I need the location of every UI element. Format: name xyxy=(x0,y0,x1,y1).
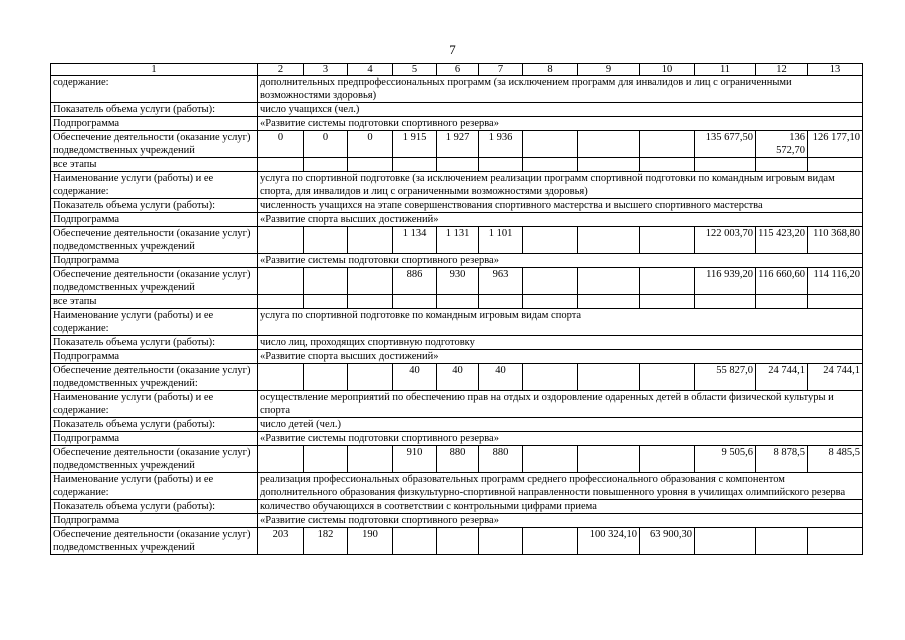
row-content: дополнительных предпрофессиональных программ (за исключением программ для инвалидов и лиц с ограниченными возможностями здоровья) xyxy=(258,76,863,103)
header-cell: 3 xyxy=(304,64,348,76)
row-label: Наименование услуги (работы) и ее содержание: xyxy=(51,309,258,336)
row-content: «Развитие спорта высших достижений» xyxy=(258,213,863,227)
value-cell: 1 101 xyxy=(479,227,523,254)
value-cell xyxy=(640,364,695,391)
value-cell xyxy=(640,227,695,254)
table-row xyxy=(51,158,863,172)
value-cell xyxy=(523,528,578,555)
header-cell: 13 xyxy=(808,64,863,76)
row-label: Обеспечение деятельности (оказание услуг) подведомственных учреждений xyxy=(51,131,258,158)
value-cell: 40 xyxy=(393,364,437,391)
table-row xyxy=(51,418,863,432)
row-label: Обеспечение деятельности (оказание услуг) подведомственных учреждений: xyxy=(51,364,258,391)
table-row xyxy=(51,528,863,555)
row-label: Наименование услуги (работы) и ее содержание: xyxy=(51,473,258,500)
value-cell: 1 936 xyxy=(479,131,523,158)
value-cell xyxy=(479,528,523,555)
table-row xyxy=(51,117,863,131)
value-cell xyxy=(578,446,640,473)
row-label: Подпрограмма xyxy=(51,117,258,131)
table-row xyxy=(51,199,863,213)
header-cell: 4 xyxy=(348,64,393,76)
row-label: все этапы xyxy=(51,295,258,309)
table-row xyxy=(51,364,863,391)
value-cell xyxy=(258,364,304,391)
table-row xyxy=(51,268,863,295)
row-content: «Развитие системы подготовки спортивного резерва» xyxy=(258,254,863,268)
value-cell: 886 xyxy=(393,268,437,295)
value-cell: 880 xyxy=(479,446,523,473)
table-row xyxy=(51,103,863,117)
value-cell xyxy=(695,528,756,555)
row-label: Показатель объема услуги (работы): xyxy=(51,103,258,117)
table-row xyxy=(51,350,863,364)
row-label: Подпрограмма xyxy=(51,432,258,446)
value-cell xyxy=(304,364,348,391)
value-cell: 40 xyxy=(479,364,523,391)
row-content: численность учащихся на этапе совершенствования спортивного мастерства и высшего спортивного мастерства xyxy=(258,199,863,213)
value-cell: 8 485,5 xyxy=(808,446,863,473)
value-cell: 136 572,70 xyxy=(756,131,808,158)
row-label: Обеспечение деятельности (оказание услуг) подведомственных учреждений xyxy=(51,268,258,295)
value-cell xyxy=(348,364,393,391)
row-content: «Развитие системы подготовки спортивного резерва» xyxy=(258,514,863,528)
value-cell: 110 368,80 xyxy=(808,227,863,254)
empty-cell xyxy=(808,158,863,172)
value-cell xyxy=(578,268,640,295)
value-cell: 0 xyxy=(304,131,348,158)
empty-cell xyxy=(523,158,578,172)
row-content: количество обучающихся в соответствии с контрольными цифрами приема xyxy=(258,500,863,514)
empty-cell xyxy=(756,158,808,172)
page-number: 7 xyxy=(449,42,456,57)
empty-cell xyxy=(523,295,578,309)
value-cell xyxy=(304,268,348,295)
value-cell: 55 827,0 xyxy=(695,364,756,391)
row-label: Наименование услуги (работы) и ее содержание: xyxy=(51,172,258,199)
empty-cell xyxy=(348,158,393,172)
value-cell xyxy=(437,528,479,555)
header-cell: 5 xyxy=(393,64,437,76)
value-cell: 1 915 xyxy=(393,131,437,158)
value-cell: 963 xyxy=(479,268,523,295)
value-cell: 122 003,70 xyxy=(695,227,756,254)
row-content: «Развитие спорта высших достижений» xyxy=(258,350,863,364)
value-cell: 63 900,30 xyxy=(640,528,695,555)
row-label: Показатель объема услуги (работы): xyxy=(51,500,258,514)
table-row xyxy=(51,473,863,500)
row-label: Обеспечение деятельности (оказание услуг) подведомственных учреждений xyxy=(51,528,258,555)
value-cell: 1 131 xyxy=(437,227,479,254)
value-cell: 1 134 xyxy=(393,227,437,254)
value-cell: 116 939,20 xyxy=(695,268,756,295)
row-label: Подпрограмма xyxy=(51,350,258,364)
row-content: «Развитие системы подготовки спортивного резерва» xyxy=(258,432,863,446)
row-label: Обеспечение деятельности (оказание услуг) подведомственных учреждений xyxy=(51,227,258,254)
header-cell: 10 xyxy=(640,64,695,76)
value-cell: 24 744,1 xyxy=(756,364,808,391)
value-cell: 40 xyxy=(437,364,479,391)
empty-cell xyxy=(695,295,756,309)
row-content: «Развитие системы подготовки спортивного резерва» xyxy=(258,117,863,131)
empty-cell xyxy=(808,295,863,309)
empty-cell xyxy=(304,158,348,172)
header-row xyxy=(51,64,863,76)
empty-cell xyxy=(479,158,523,172)
value-cell xyxy=(756,528,808,555)
value-cell: 135 677,50 xyxy=(695,131,756,158)
table-row xyxy=(51,432,863,446)
value-cell xyxy=(523,227,578,254)
value-cell: 8 878,5 xyxy=(756,446,808,473)
value-cell xyxy=(393,528,437,555)
table-row xyxy=(51,76,863,103)
empty-cell xyxy=(640,158,695,172)
row-label: Обеспечение деятельности (оказание услуг) подведомственных учреждений xyxy=(51,446,258,473)
table-row xyxy=(51,254,863,268)
empty-cell xyxy=(578,158,640,172)
table-row xyxy=(51,514,863,528)
value-cell: 126 177,10 xyxy=(808,131,863,158)
value-cell xyxy=(578,227,640,254)
value-cell: 24 744,1 xyxy=(808,364,863,391)
row-content: осуществление мероприятий по обеспечению прав на отдых и оздоровление одаренных детей в области физической культуры и спорта xyxy=(258,391,863,418)
row-content: реализация профессиональных образовательных программ среднего профессионального образования с компонентом дополнительного образования физкультурно-спортивной направленности повышенного уровня в училищах олимпийского резерва xyxy=(258,473,863,500)
value-cell: 910 xyxy=(393,446,437,473)
row-content: услуга по спортивной подготовке (за исключением реализации программ спортивной подготовки по командным игровым видам спорта, для инвалидов и лиц с ограниченными возможностями здоровья) xyxy=(258,172,863,199)
empty-cell xyxy=(304,295,348,309)
table-row xyxy=(51,227,863,254)
value-cell xyxy=(348,268,393,295)
row-label: Показатель объема услуги (работы): xyxy=(51,418,258,432)
empty-cell xyxy=(578,295,640,309)
empty-cell xyxy=(756,295,808,309)
value-cell: 115 423,20 xyxy=(756,227,808,254)
row-content: число учащихся (чел.) xyxy=(258,103,863,117)
table-row xyxy=(51,131,863,158)
row-label: Подпрограмма xyxy=(51,514,258,528)
row-label: Подпрограмма xyxy=(51,213,258,227)
value-cell xyxy=(523,268,578,295)
row-content: услуга по спортивной подготовке по командным игровым видам спорта xyxy=(258,309,863,336)
value-cell xyxy=(578,364,640,391)
empty-cell xyxy=(393,295,437,309)
header-cell: 12 xyxy=(756,64,808,76)
empty-cell xyxy=(258,158,304,172)
value-cell xyxy=(304,227,348,254)
value-cell: 203 xyxy=(258,528,304,555)
table-row xyxy=(51,446,863,473)
value-cell: 0 xyxy=(258,131,304,158)
value-cell xyxy=(523,364,578,391)
value-cell xyxy=(640,131,695,158)
row-label: Подпрограмма xyxy=(51,254,258,268)
table-row xyxy=(51,309,863,336)
table-row xyxy=(51,391,863,418)
value-cell: 930 xyxy=(437,268,479,295)
value-cell xyxy=(523,446,578,473)
header-cell: 2 xyxy=(258,64,304,76)
value-cell: 114 116,20 xyxy=(808,268,863,295)
table-row xyxy=(51,336,863,350)
value-cell: 182 xyxy=(304,528,348,555)
table-row xyxy=(51,213,863,227)
header-cell: 8 xyxy=(523,64,578,76)
row-label: Наименование услуги (работы) и ее содержание: xyxy=(51,391,258,418)
value-cell: 0 xyxy=(348,131,393,158)
value-cell xyxy=(304,446,348,473)
value-cell xyxy=(640,268,695,295)
value-cell xyxy=(258,446,304,473)
value-cell: 100 324,10 xyxy=(578,528,640,555)
row-label: Показатель объема услуги (работы): xyxy=(51,199,258,213)
header-cell: 7 xyxy=(479,64,523,76)
value-cell xyxy=(523,131,578,158)
row-label: содержание: xyxy=(51,76,258,103)
empty-cell xyxy=(695,158,756,172)
empty-cell xyxy=(258,295,304,309)
value-cell xyxy=(808,528,863,555)
value-cell xyxy=(258,268,304,295)
value-cell: 190 xyxy=(348,528,393,555)
header-cell: 6 xyxy=(437,64,479,76)
row-content: число детей (чел.) xyxy=(258,418,863,432)
value-cell xyxy=(258,227,304,254)
header-cell: 1 xyxy=(51,64,258,76)
value-cell xyxy=(640,446,695,473)
empty-cell xyxy=(393,158,437,172)
empty-cell xyxy=(348,295,393,309)
header-cell: 11 xyxy=(695,64,756,76)
table-row xyxy=(51,172,863,199)
value-cell xyxy=(578,131,640,158)
value-cell: 880 xyxy=(437,446,479,473)
table-row xyxy=(51,295,863,309)
header-cell: 9 xyxy=(578,64,640,76)
row-content: число лиц, проходящих спортивную подготовку xyxy=(258,336,863,350)
table-row xyxy=(51,500,863,514)
budget-table xyxy=(50,63,863,555)
row-label: Показатель объема услуги (работы): xyxy=(51,336,258,350)
empty-cell xyxy=(437,158,479,172)
empty-cell xyxy=(479,295,523,309)
empty-cell xyxy=(437,295,479,309)
value-cell: 9 505,6 xyxy=(695,446,756,473)
row-label: все этапы xyxy=(51,158,258,172)
value-cell xyxy=(348,227,393,254)
value-cell: 116 660,60 xyxy=(756,268,808,295)
value-cell: 1 927 xyxy=(437,131,479,158)
value-cell xyxy=(348,446,393,473)
empty-cell xyxy=(640,295,695,309)
